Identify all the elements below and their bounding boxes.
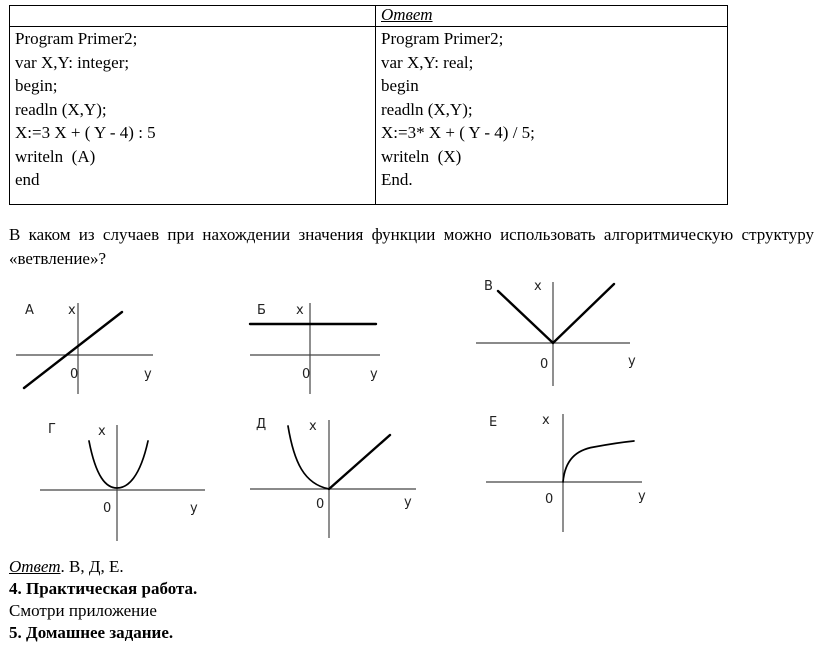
code-line: Program Primer2;	[15, 29, 138, 48]
graph-e	[482, 404, 662, 536]
graph-d	[246, 410, 426, 542]
axis-x-label: x	[534, 279, 542, 294]
question-text: В каком из случаев при нахождении значения функции можно использовать алгоритмическую структуру «ветвление»?	[9, 225, 814, 268]
function-line	[89, 441, 148, 488]
graph-v	[472, 272, 652, 390]
answer-label: Ответ	[9, 557, 61, 576]
graph-letter: Г	[48, 422, 56, 437]
graph-letter: Д	[256, 417, 267, 432]
axis-y-label: y	[628, 354, 636, 369]
graph-a	[8, 290, 168, 400]
axis-y-label: y	[190, 501, 198, 516]
code-line: Program Primer2;	[381, 29, 504, 48]
function-right-branch	[329, 435, 390, 489]
axis-x-label: x	[68, 303, 76, 318]
code-line: readln (X,Y);	[15, 99, 107, 119]
answer-text: . В, Д, Е.	[60, 557, 124, 576]
section-4-text: Смотри приложение	[9, 601, 157, 620]
origin-label: 0	[70, 367, 79, 382]
graph-letter: Б	[257, 303, 266, 318]
answer-header: Ответ	[381, 5, 433, 24]
graph-letter: В	[484, 279, 493, 294]
origin-label: 0	[302, 367, 311, 382]
origin-label: 0	[545, 492, 554, 507]
axis-y-label: y	[638, 489, 646, 504]
code-line: var X,Y: real;	[381, 52, 474, 72]
origin-label: 0	[540, 357, 549, 372]
left-header-cell	[10, 6, 376, 27]
function-line	[563, 441, 634, 482]
code-line: readln (X,Y);	[381, 99, 473, 119]
code-line: end	[15, 170, 40, 189]
axis-x-label: x	[98, 424, 106, 439]
table-header-row	[10, 6, 728, 27]
answer-line	[9, 556, 197, 578]
code-line: X:=3 X + ( Y - 4) : 5	[15, 123, 156, 142]
code-line: X:=3* X + ( Y - 4) / 5;	[381, 123, 535, 142]
function-left-branch	[288, 426, 329, 489]
graph-letter: А	[25, 303, 34, 318]
axis-y-label: y	[144, 367, 152, 382]
code-row	[10, 27, 728, 205]
function-line	[498, 284, 614, 343]
axis-x-label: x	[309, 419, 317, 434]
code-line: var X,Y: integer;	[15, 52, 130, 72]
axis-y-label: y	[370, 367, 378, 382]
axis-x-label: x	[542, 413, 550, 428]
graph-g	[36, 415, 216, 545]
code-line: begin;	[15, 76, 58, 95]
graph-letter: Е	[489, 415, 498, 430]
code-comparison-table	[9, 5, 728, 205]
code-line: writeln (X)	[381, 146, 462, 166]
graph-b	[244, 290, 404, 400]
section-5-heading: 5. Домашнее задание.	[9, 623, 174, 642]
section-4-heading: 4. Практическая работа.	[9, 579, 198, 598]
answer-header-cell	[376, 6, 728, 27]
code-line: End.	[381, 170, 413, 189]
axis-x-label: x	[296, 303, 304, 318]
right-code-cell	[376, 27, 728, 205]
axis-y-label: y	[404, 495, 412, 510]
origin-label: 0	[316, 497, 325, 512]
code-line: begin	[381, 76, 419, 95]
code-line: writeln (A)	[15, 146, 96, 166]
left-code-cell	[10, 27, 376, 205]
origin-label: 0	[103, 501, 112, 516]
bottom-text	[9, 556, 197, 644]
